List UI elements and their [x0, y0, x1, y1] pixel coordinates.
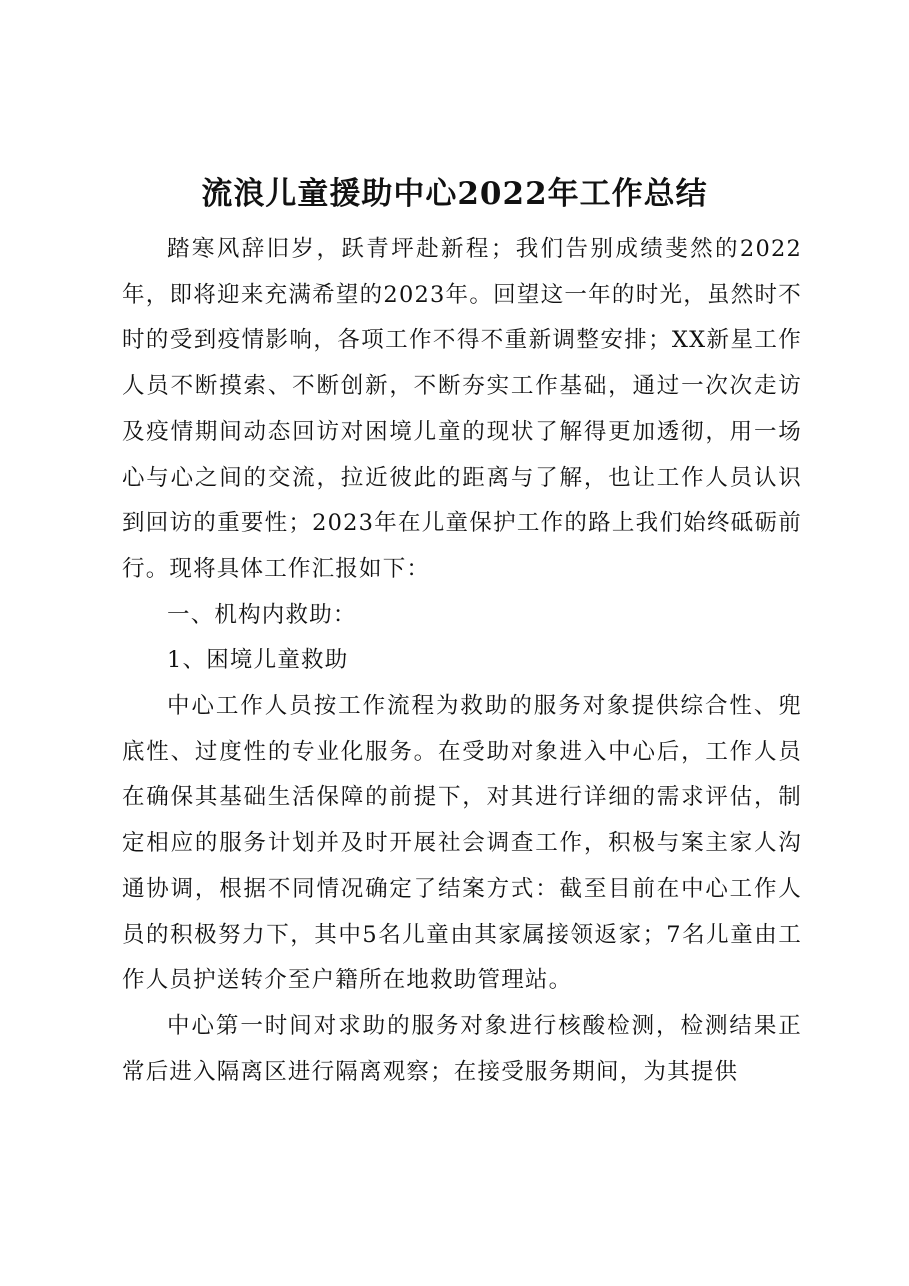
- subsection-heading-children-rescue: 1、困境儿童救助: [167, 647, 349, 674]
- section-heading-institutional-rescue: 一、机构内救助：: [167, 601, 357, 628]
- paragraph-intro: 踏寒风辞旧岁，跃青坪赴新程；我们告别成绩斐然的2022年，即将迎来充满希望的2023年。回望这一年的时光，虽然时不时的受到疫情影响，各项工作不得不重新调整安排；XX新星工作人员不断摸索、不断创新，不断夯实工作基础，通过一次次走访及疫情期间动态回访对困境儿童的现状了解得更加透彻，用一场心与心之间的交流，拉近彼此的距离与了解，也让工作人员认识到回访的重要性；2023年在儿童保护工作的路上我们始终砥砺前行。现将具体工作汇报如下：: [122, 236, 802, 582]
- document-title: 流浪儿童援助中心2022年工作总结: [201, 176, 708, 212]
- paragraph-service-process: 中心工作人员按工作流程为救助的服务对象提供综合性、兜底性、过度性的专业化服务。在受助对象进入中心后，工作人员在确保其基础生活保障的前提下，对其进行详细的需求评估，制定相应的服务计划并及时开展社会调查工作，积极与案主家人沟通协调，根据不同情况确定了结案方式：截至目前在中心工作人员的积极努力下，其中5名儿童由其家属接领返家；7名儿童由工作人员护送转介至户籍所在地救助管理站。: [122, 693, 802, 994]
- document-body: [122, 227, 802, 1095]
- paragraph-nucleic-test: 中心第一时间对求助的服务对象进行核酸检测，检测结果正常后进入隔离区进行隔离观察；在接受服务期间，为其提供: [122, 1012, 802, 1085]
